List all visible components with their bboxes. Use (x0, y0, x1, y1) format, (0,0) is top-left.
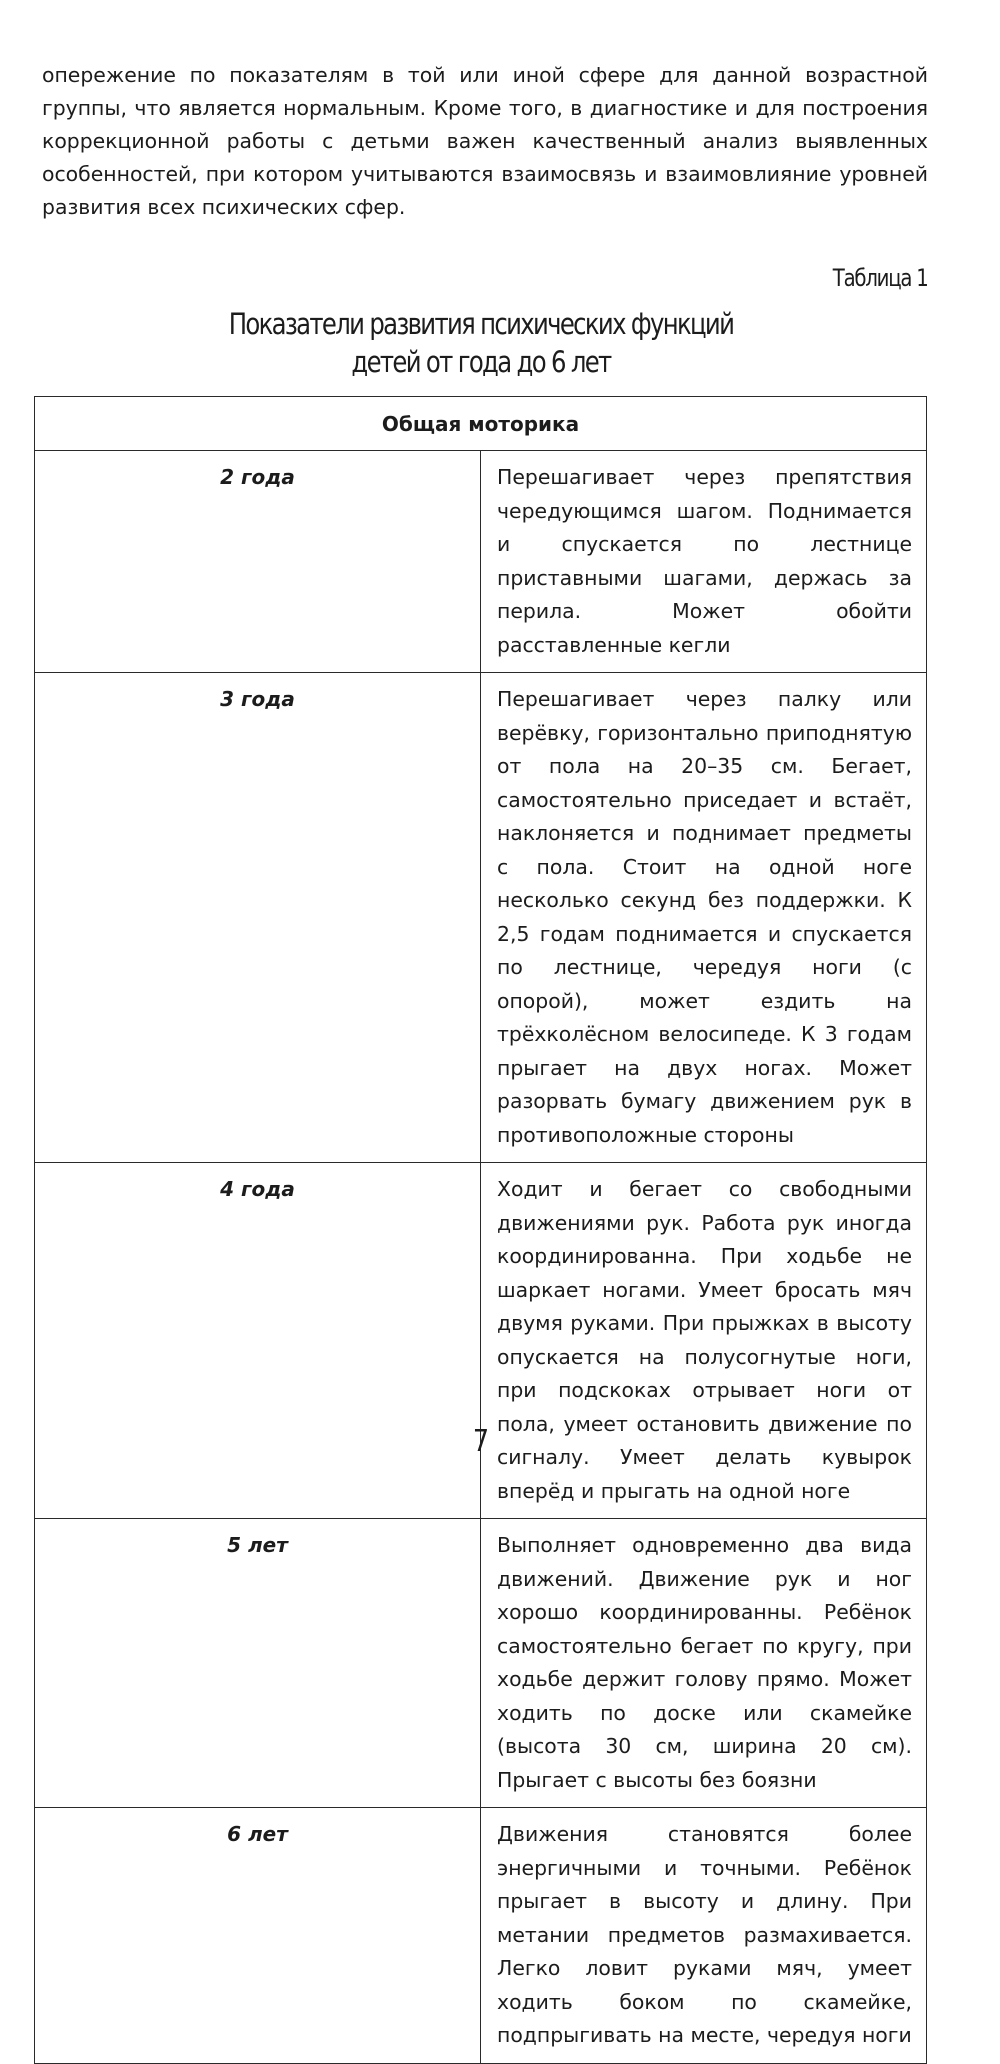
table-row (35, 1163, 927, 1519)
age-cell: 3 года (35, 673, 481, 1163)
table-title (77, 305, 885, 381)
table-title-line-2: детей от года до 6 лет (351, 345, 611, 379)
table-row (35, 451, 927, 673)
table-header-row (35, 397, 927, 451)
page-number: 7 (472, 1424, 490, 1459)
description-cell: Выполняет одновременно два вида движений. Движение рук и ног хорошо координированны. Ребёнок самостоятельно бегает по кругу, при ходьбе держит голову прямо. Может ходить по доске или скамейке (высота 30 см, ширина 20 см). Прыгает с высоты без боязни (481, 1519, 927, 1808)
description-cell: Перешагивает через палку или верёвку, горизонтально приподнятую от пола на 20–35 см. Бегает, самостоятельно приседает и встаёт, наклоняется и поднимает предметы с пола. Стоит на одной ноге несколько секунд без поддержки. К 2,5 годам поднимается и спускается по лестнице, чередуя ноги (с опорой), может ездить на трёхколёсном велосипеде. К 3 годам прыгает на двух ногах. Может разорвать бумагу движением рук в противоположные стороны (481, 673, 927, 1163)
table-label: Таблица 1 (833, 264, 928, 292)
age-cell: 4 года (35, 1163, 481, 1519)
age-cell: 5 лет (35, 1519, 481, 1808)
age-cell: 6 лет (35, 1808, 481, 2064)
intro-paragraph: опережение по показателям в той или иной сфере для данной возрастной группы, что является нормальным. Кроме того, в диагностике и для построения коррекционной работы с детьми важен качественный анализ выявленных особенностей, при котором учитываются взаимосвязь и взаимовлияние уровней развития всех психических сфер. (42, 63, 928, 219)
table-row (35, 1808, 927, 2064)
development-table (34, 396, 927, 2064)
description-cell: Ходит и бегает со свободными движениями рук. Работа рук иногда координированна. При ходьбе не шаркает ногами. Умеет бросать мяч двумя руками. При прыжках в высоту опускается на полусогнутые ноги, при подскоках отрывает ноги от пола, умеет остановить движение по сигналу. Умеет делать кувырок вперёд и прыгать на одной ноге (481, 1163, 927, 1519)
table-row (35, 1519, 927, 1808)
table-title-line-1: Показатели развития психических функций (228, 307, 734, 341)
table-row (35, 673, 927, 1163)
description-cell: Движения становятся более энергичными и точными. Ребёнок прыгает в высоту и длину. При метании предметов размахивается. Легко ловит руками мяч, умеет ходить боком по скамейке, подпрыгивать на месте, чередуя ноги (481, 1808, 927, 2064)
description-cell: Перешагивает через препятствия чередующимся шагом. Поднимается и спускается по лестнице приставными шагами, держась за перила. Может обойти расставленные кегли (481, 451, 927, 673)
section-header: Общая моторика (35, 397, 927, 451)
age-cell: 2 года (35, 451, 481, 673)
